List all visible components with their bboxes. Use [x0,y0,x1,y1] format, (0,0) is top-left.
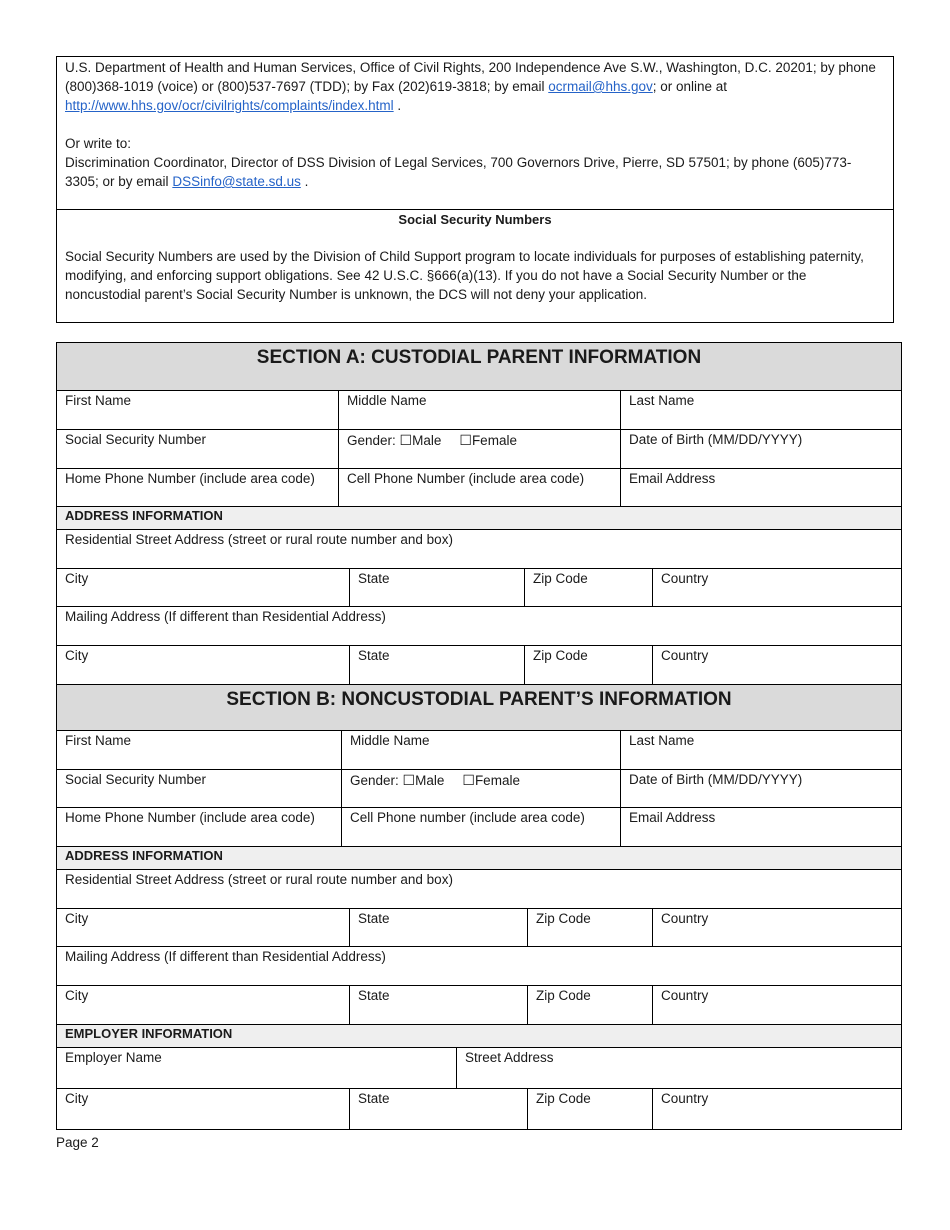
b-residential-address-field[interactable] [57,870,901,908]
online-text: ; or online at [652,79,728,94]
a-name-row [57,390,901,429]
b-res-zip-field[interactable] [527,909,652,946]
a-first-name-field[interactable] [57,391,338,429]
female-label: Female [471,433,517,448]
employer-info-header: EMPLOYER INFORMATION [57,1024,901,1047]
gender-label: Gender: [350,773,399,788]
b-name-row [57,730,901,769]
field-label: Social Security Number [65,432,207,447]
b-mailing-city-row [57,985,901,1024]
period-text: . [397,98,402,113]
field-label: Country [661,571,709,586]
field-label: Zip Code [533,648,588,663]
b-last-name-field[interactable] [620,731,901,769]
a-email-field[interactable] [620,469,901,506]
field-label: Mailing Address (If different than Residential Address) [65,949,386,964]
a-address-info-header: ADDRESS INFORMATION [57,506,901,529]
a-res-city-field[interactable] [57,569,349,606]
a-res-state-field[interactable] [349,569,524,606]
field-label: Zip Code [533,571,588,586]
employer-state-field[interactable] [349,1089,527,1130]
b-mailing-row [57,946,901,985]
b-mail-zip-field[interactable] [527,986,652,1024]
female-label: Female [474,773,520,788]
a-res-country-field[interactable] [652,569,901,606]
a-res-zip-field[interactable] [524,569,652,606]
b-contact-row [57,807,901,846]
field-label: State [358,648,390,663]
employer-zip-field[interactable] [527,1089,652,1130]
page-number: Page 2 [56,1135,99,1150]
b-residential-city-row [57,908,901,946]
male-label: Male [412,433,442,448]
field-label: Social Security Number [65,772,207,787]
ssn-notice-block [57,209,893,324]
gender-label: Gender: [347,433,396,448]
field-label: Last Name [629,393,695,408]
female-checkbox[interactable]: ☐ [462,772,475,788]
a-mail-state-field[interactable] [349,646,524,684]
male-label: Male [415,773,445,788]
female-checkbox[interactable]: ☐ [459,432,472,448]
a-ssn-field[interactable] [57,430,338,468]
male-checkbox[interactable]: ☐ [402,772,416,788]
field-label: Middle Name [347,393,427,408]
field-label: State [358,911,390,926]
b-gender-field [341,770,620,807]
a-mailing-city-row [57,645,901,684]
a-mailing-row [57,606,901,645]
b-ssn-field[interactable] [57,770,341,807]
write-to-label: Or write to: [65,136,132,151]
field-label: Email Address [629,810,716,825]
a-contact-row [57,468,901,506]
field-label: Country [661,911,709,926]
field-label: Zip Code [536,988,591,1003]
employer-street-address-field[interactable] [456,1048,901,1088]
b-mail-city-field[interactable] [57,986,349,1024]
a-mailing-address-field[interactable] [57,607,901,645]
field-label: Residential Street Address (street or rural route number and box) [65,532,453,547]
b-id-row [57,769,901,807]
nondiscrimination-contact-block [57,57,893,210]
a-residential-address-field[interactable] [57,530,901,568]
employer-name-field[interactable] [57,1048,456,1088]
b-dob-field[interactable] [620,770,901,807]
a-home-phone-field[interactable] [57,469,338,506]
field-label: Residential Street Address (street or rural route number and box) [65,872,453,887]
b-address-info-header: ADDRESS INFORMATION [57,846,901,869]
application-form-table [56,342,902,1130]
field-label: Date of Birth (MM/DD/YYYY) [629,772,803,787]
b-residential-row [57,869,901,908]
ssn-notice-title: Social Security Numbers [398,212,552,227]
b-res-country-field[interactable] [652,909,901,946]
b-email-field[interactable] [620,808,901,846]
field-label: Home Phone Number (include area code) [65,471,315,486]
hhs-email-link[interactable]: ocrmail@hhs.gov [548,79,653,94]
a-middle-name-field[interactable] [338,391,620,429]
hhs-contact-paragraph [65,58,883,115]
field-label: Country [661,648,709,663]
field-label: First Name [65,733,132,748]
field-label: State [358,988,390,1003]
employer-city-row [57,1088,901,1130]
hhs-complaints-link[interactable]: http://www.hhs.gov/ocr/civilrights/complaints/index.html [65,98,394,113]
field-label: City [65,911,89,926]
field-label: City [65,1091,89,1106]
field-label: First Name [65,393,132,408]
field-label: City [65,571,89,586]
b-cell-phone-field[interactable] [341,808,620,846]
b-middle-name-field[interactable] [341,731,620,769]
field-label: Home Phone Number (include area code) [65,810,315,825]
section-b-header: SECTION B: NONCUSTODIAL PARENT’S INFORMATION [57,684,901,730]
a-mail-zip-field[interactable] [524,646,652,684]
a-gender-field [338,430,620,468]
field-label: Zip Code [536,911,591,926]
coordinator-text: Discrimination Coordinator, Director of DSS Division of Legal Services, 700 Governors Drive, Pierre, SD 57501; by phone (605)773-3305; or by email [65,155,852,189]
field-label: Zip Code [536,1091,591,1106]
field-label: Cell Phone number (include area code) [350,810,585,825]
field-label: City [65,988,89,1003]
a-mail-city-field[interactable] [57,646,349,684]
field-label: State [358,571,390,586]
employer-country-field[interactable] [652,1089,901,1130]
dss-email-link[interactable]: DSSinfo@state.sd.us [172,174,301,189]
b-res-city-field[interactable] [57,909,349,946]
field-label: Date of Birth (MM/DD/YYYY) [629,432,803,447]
field-label: Email Address [629,471,716,486]
male-checkbox[interactable]: ☐ [399,432,413,448]
field-label: Employer Name [65,1050,162,1065]
b-res-state-field[interactable] [349,909,527,946]
coordinator-paragraph [65,153,883,191]
a-residential-row [57,529,901,568]
period-text: . [304,174,309,189]
b-first-name-field[interactable] [57,731,341,769]
employer-city-field[interactable] [57,1089,349,1130]
a-mail-country-field[interactable] [652,646,901,684]
a-dob-field[interactable] [620,430,901,468]
field-label: City [65,648,89,663]
b-mailing-address-field[interactable] [57,947,901,985]
a-cell-phone-field[interactable] [338,469,620,506]
b-mail-country-field[interactable] [652,986,901,1024]
field-label: Country [661,988,709,1003]
a-last-name-field[interactable] [620,391,901,429]
employer-row [57,1047,901,1088]
b-home-phone-field[interactable] [57,808,341,846]
field-label: Country [661,1091,709,1106]
ssn-notice-text: Social Security Numbers are used by the Division of Child Support program to locate individuals for purposes of establishing paternity, modifying, and enforcing support obligations. See 42 U.S.C. §666(a)(13). If you do not have a Social Security Number or the noncustodial parent’s Social Security Number is unknown, the DCS will not deny your application. [65,249,864,302]
a-residential-city-row [57,568,901,606]
b-mail-state-field[interactable] [349,986,527,1024]
field-label: Street Address [465,1050,554,1065]
field-label: Cell Phone Number (include area code) [347,471,585,486]
field-label: Mailing Address (If different than Residential Address) [65,609,386,624]
field-label: State [358,1091,390,1106]
section-a-header: SECTION A: CUSTODIAL PARENT INFORMATION [57,343,901,390]
field-label: Middle Name [350,733,430,748]
field-label: Last Name [629,733,695,748]
hhs-address-text: U.S. Department of Health and Human Services, Office of Civil Rights, 200 Independence Ave S.W., Washington, D.C. 20201; by phone (800)368-1019 (voice) or (800)537-7697 (TDD); by Fax (202)619-3818; by email [65,60,876,94]
a-id-row [57,429,901,468]
notice-box [56,56,894,323]
